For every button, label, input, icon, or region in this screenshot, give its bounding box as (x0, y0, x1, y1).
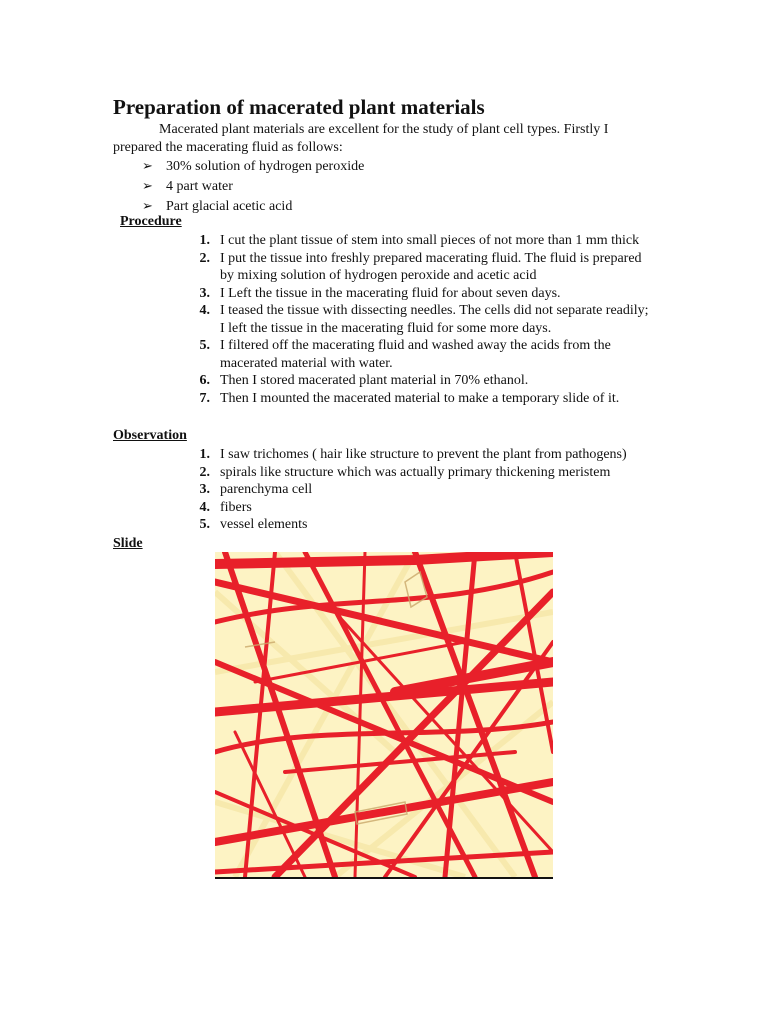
list-item (142, 176, 364, 196)
arrow-bullet-icon: ➢ (142, 158, 153, 173)
item-text: parenchyma cell (220, 482, 313, 497)
step-text: I filtered off the macerating fluid and washed away the acids from the macerated material with water. (220, 338, 611, 371)
list-item (170, 499, 650, 517)
list-item (170, 464, 650, 482)
microscope-slide-image (215, 552, 553, 879)
document-title: Preparation of macerated plant materials (113, 95, 485, 119)
observation-list (170, 446, 650, 534)
item-text: vessel elements (220, 517, 308, 532)
step-text: I Left the tissue in the macerating fluid for about seven days. (220, 285, 561, 301)
step-text: I put the tissue into freshly prepared macerating fluid. The fluid is prepared by mixing solution of hydrogen peroxide and acetic acid (220, 250, 642, 283)
intro-line-2: prepared the macerating fluid as follows: (113, 140, 343, 155)
item-number: 2. (199, 464, 210, 480)
item-text: spirals like structure which was actually primary thickening meristem (220, 464, 611, 480)
item-text: I saw trichomes ( hair like structure to prevent the plant from pathogens) (220, 447, 627, 462)
list-item (170, 232, 650, 250)
list-item (170, 372, 650, 390)
list-item (170, 285, 650, 303)
list-item (170, 337, 650, 372)
step-number: 2. (199, 250, 210, 266)
list-item (170, 302, 650, 337)
step-number: 6. (199, 373, 210, 388)
item-number: 3. (199, 482, 210, 497)
observation-heading: Observation (113, 428, 187, 443)
macerated-tissue-micrograph (215, 552, 553, 877)
intro-paragraph (113, 121, 653, 157)
list-item (170, 250, 650, 285)
list-item-text: 30% solution of hydrogen peroxide (166, 159, 365, 174)
list-item (170, 516, 650, 534)
step-text: I teased the tissue with dissecting needles. The cells did not separate readily; I left the tissue in the macerating fluid for some more days. (220, 303, 649, 336)
item-number: 5. (199, 517, 210, 532)
list-item-text: Part glacial acetic acid (166, 199, 293, 214)
step-number: 7. (199, 390, 210, 406)
arrow-bullet-icon: ➢ (142, 178, 153, 193)
step-number: 5. (199, 338, 210, 353)
list-item (142, 156, 364, 176)
list-item (170, 390, 650, 408)
arrow-bullet-icon: ➢ (142, 198, 153, 213)
step-number: 3. (199, 285, 210, 301)
step-text: I cut the plant tissue of stem into small pieces of not more than 1 mm thick (220, 233, 640, 248)
fluid-ingredients-list (142, 156, 364, 216)
intro-line-1: Macerated plant materials are excellent for the study of plant cell types. Firstly I (159, 122, 609, 137)
item-text: fibers (220, 499, 252, 515)
procedure-steps-list (170, 232, 650, 407)
list-item-text: 4 part water (166, 179, 233, 194)
step-text: Then I mounted the macerated material to make a temporary slide of it. (220, 390, 620, 406)
step-number: 1. (199, 233, 210, 248)
item-number: 1. (199, 447, 210, 462)
step-text: Then I stored macerated plant material in 70% ethanol. (220, 373, 529, 388)
item-number: 4. (199, 499, 210, 515)
list-item (142, 196, 364, 216)
procedure-heading: Procedure (120, 214, 182, 229)
list-item (170, 446, 650, 464)
slide-heading: Slide (113, 536, 143, 551)
step-number: 4. (199, 303, 210, 318)
list-item (170, 481, 650, 499)
